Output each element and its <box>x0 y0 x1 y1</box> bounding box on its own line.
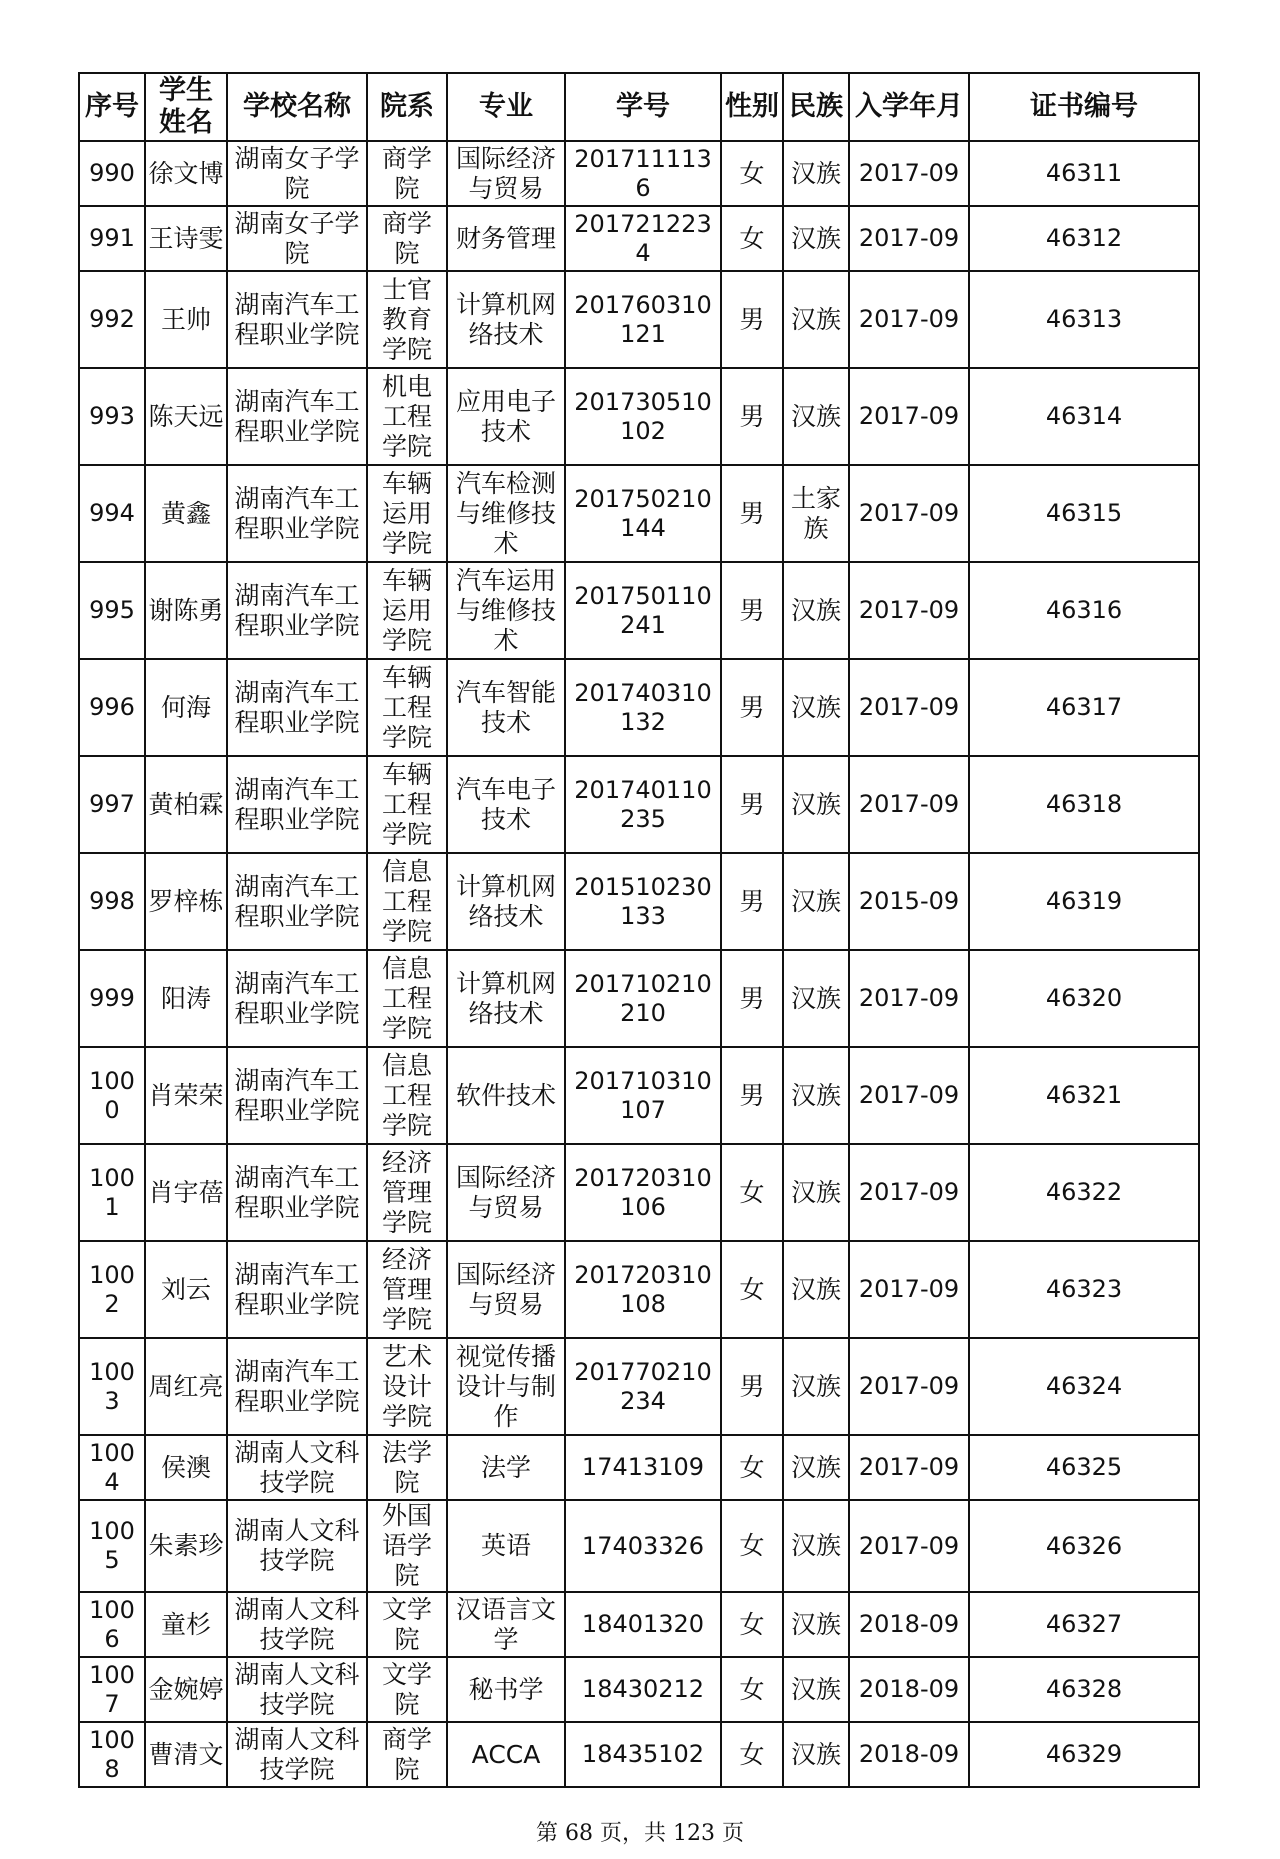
cell-enrollment: 2017-09 <box>849 368 969 465</box>
cell-enrollment: 2018-09 <box>849 1722 969 1787</box>
cell-major: ACCA <box>447 1722 565 1787</box>
header-department: 院系 <box>367 73 447 141</box>
cell-enrollment: 2017-09 <box>849 659 969 756</box>
cell-major: 秘书学 <box>447 1657 565 1722</box>
cell-school: 湖南汽车工程职业学院 <box>227 1047 367 1144</box>
cell-student-name: 刘云 <box>145 1241 227 1338</box>
cell-enrollment: 2017-09 <box>849 1241 969 1338</box>
table-row <box>79 659 1199 756</box>
cell-department: 车辆运用学院 <box>367 465 447 562</box>
cell-seq: 998 <box>79 853 145 950</box>
cell-seq: 994 <box>79 465 145 562</box>
cell-student-name: 黄柏霖 <box>145 756 227 853</box>
cell-student-name: 朱素珍 <box>145 1500 227 1592</box>
cell-student-name: 陈天远 <box>145 368 227 465</box>
cell-enrollment: 2017-09 <box>849 1047 969 1144</box>
table-row <box>79 206 1199 271</box>
cell-ethnicity: 汉族 <box>783 1722 849 1787</box>
cell-seq: 999 <box>79 950 145 1047</box>
header-seq: 序号 <box>79 73 145 141</box>
cell-certificate-no: 46322 <box>969 1144 1199 1241</box>
cell-certificate-no: 46321 <box>969 1047 1199 1144</box>
cell-school: 湖南人文科技学院 <box>227 1435 367 1500</box>
cell-enrollment: 2018-09 <box>849 1592 969 1657</box>
cell-student-name: 何海 <box>145 659 227 756</box>
cell-student-id: 201730510102 <box>565 368 721 465</box>
cell-enrollment: 2017-09 <box>849 950 969 1047</box>
cell-gender: 女 <box>721 206 783 271</box>
header-student-name: 学生姓名 <box>145 73 227 141</box>
cell-student-name: 肖宇蓓 <box>145 1144 227 1241</box>
header-school: 学校名称 <box>227 73 367 141</box>
cell-seq: 1002 <box>79 1241 145 1338</box>
cell-gender: 男 <box>721 1047 783 1144</box>
cell-department: 信息工程学院 <box>367 1047 447 1144</box>
cell-school: 湖南人文科技学院 <box>227 1500 367 1592</box>
certificate-table <box>78 72 1200 1788</box>
cell-department: 文学院 <box>367 1592 447 1657</box>
cell-major: 汽车智能技术 <box>447 659 565 756</box>
cell-gender: 女 <box>721 1657 783 1722</box>
cell-student-id: 201510230133 <box>565 853 721 950</box>
cell-major: 应用电子技术 <box>447 368 565 465</box>
cell-student-id: 201710210210 <box>565 950 721 1047</box>
cell-enrollment: 2017-09 <box>849 756 969 853</box>
cell-certificate-no: 46316 <box>969 562 1199 659</box>
cell-student-name: 罗梓栋 <box>145 853 227 950</box>
cell-seq: 1005 <box>79 1500 145 1592</box>
cell-student-name: 周红亮 <box>145 1338 227 1435</box>
cell-certificate-no: 46324 <box>969 1338 1199 1435</box>
table-row <box>79 1047 1199 1144</box>
cell-gender: 男 <box>721 465 783 562</box>
cell-ethnicity: 汉族 <box>783 853 849 950</box>
cell-ethnicity: 汉族 <box>783 271 849 368</box>
cell-enrollment: 2018-09 <box>849 1657 969 1722</box>
cell-department: 商学院 <box>367 1722 447 1787</box>
cell-certificate-no: 46311 <box>969 141 1199 206</box>
cell-ethnicity: 汉族 <box>783 1435 849 1500</box>
cell-enrollment: 2017-09 <box>849 271 969 368</box>
cell-gender: 男 <box>721 853 783 950</box>
cell-gender: 男 <box>721 562 783 659</box>
cell-student-name: 曹清文 <box>145 1722 227 1787</box>
cell-enrollment: 2017-09 <box>849 562 969 659</box>
cell-certificate-no: 46312 <box>969 206 1199 271</box>
table-row <box>79 271 1199 368</box>
table-row <box>79 141 1199 206</box>
cell-department: 车辆运用学院 <box>367 562 447 659</box>
cell-student-id: 201740310132 <box>565 659 721 756</box>
cell-school: 湖南汽车工程职业学院 <box>227 853 367 950</box>
table-row <box>79 950 1199 1047</box>
cell-certificate-no: 46315 <box>969 465 1199 562</box>
cell-certificate-no: 46323 <box>969 1241 1199 1338</box>
cell-student-name: 侯澳 <box>145 1435 227 1500</box>
cell-school: 湖南汽车工程职业学院 <box>227 1338 367 1435</box>
cell-school: 湖南汽车工程职业学院 <box>227 659 367 756</box>
cell-certificate-no: 46319 <box>969 853 1199 950</box>
cell-major: 汽车电子技术 <box>447 756 565 853</box>
cell-student-id: 18435102 <box>565 1722 721 1787</box>
cell-student-name: 谢陈勇 <box>145 562 227 659</box>
cell-student-id: 201750210144 <box>565 465 721 562</box>
cell-major: 汽车运用与维修技术 <box>447 562 565 659</box>
cell-major: 软件技术 <box>447 1047 565 1144</box>
cell-ethnicity: 汉族 <box>783 1338 849 1435</box>
cell-seq: 995 <box>79 562 145 659</box>
cell-student-name: 金婉婷 <box>145 1657 227 1722</box>
cell-ethnicity: 汉族 <box>783 1241 849 1338</box>
cell-certificate-no: 46326 <box>969 1500 1199 1592</box>
cell-ethnicity: 汉族 <box>783 1500 849 1592</box>
cell-student-name: 阳涛 <box>145 950 227 1047</box>
table-row <box>79 1722 1199 1787</box>
cell-gender: 男 <box>721 756 783 853</box>
cell-seq: 990 <box>79 141 145 206</box>
cell-enrollment: 2017-09 <box>849 1338 969 1435</box>
cell-department: 信息工程学院 <box>367 853 447 950</box>
cell-gender: 男 <box>721 950 783 1047</box>
cell-gender: 男 <box>721 368 783 465</box>
cell-student-name: 王诗雯 <box>145 206 227 271</box>
cell-department: 车辆工程学院 <box>367 659 447 756</box>
cell-student-id: 2017111136 <box>565 141 721 206</box>
table-row <box>79 465 1199 562</box>
cell-student-name: 肖荣荣 <box>145 1047 227 1144</box>
cell-department: 商学院 <box>367 141 447 206</box>
cell-certificate-no: 46313 <box>969 271 1199 368</box>
header-major: 专业 <box>447 73 565 141</box>
cell-certificate-no: 46320 <box>969 950 1199 1047</box>
cell-major: 计算机网络技术 <box>447 950 565 1047</box>
cell-student-id: 201710310107 <box>565 1047 721 1144</box>
cell-student-id: 17403326 <box>565 1500 721 1592</box>
cell-school: 湖南人文科技学院 <box>227 1657 367 1722</box>
cell-department: 艺术设计学院 <box>367 1338 447 1435</box>
cell-seq: 1004 <box>79 1435 145 1500</box>
cell-gender: 女 <box>721 1241 783 1338</box>
cell-student-id: 201720310106 <box>565 1144 721 1241</box>
cell-gender: 男 <box>721 659 783 756</box>
cell-ethnicity: 汉族 <box>783 1047 849 1144</box>
cell-enrollment: 2015-09 <box>849 853 969 950</box>
cell-certificate-no: 46325 <box>969 1435 1199 1500</box>
cell-ethnicity: 汉族 <box>783 950 849 1047</box>
cell-certificate-no: 46327 <box>969 1592 1199 1657</box>
cell-school: 湖南汽车工程职业学院 <box>227 1241 367 1338</box>
cell-certificate-no: 46317 <box>969 659 1199 756</box>
cell-enrollment: 2017-09 <box>849 206 969 271</box>
cell-certificate-no: 46329 <box>969 1722 1199 1787</box>
cell-student-id: 201770210234 <box>565 1338 721 1435</box>
table-row <box>79 853 1199 950</box>
cell-enrollment: 2017-09 <box>849 141 969 206</box>
table-row <box>79 368 1199 465</box>
header-ethnicity: 民族 <box>783 73 849 141</box>
cell-major: 财务管理 <box>447 206 565 271</box>
cell-major: 国际经济与贸易 <box>447 1241 565 1338</box>
cell-ethnicity: 汉族 <box>783 659 849 756</box>
cell-ethnicity: 汉族 <box>783 1592 849 1657</box>
cell-enrollment: 2017-09 <box>849 465 969 562</box>
cell-school: 湖南汽车工程职业学院 <box>227 950 367 1047</box>
cell-student-id: 17413109 <box>565 1435 721 1500</box>
cell-seq: 1008 <box>79 1722 145 1787</box>
table-row <box>79 1338 1199 1435</box>
cell-department: 外国语学院 <box>367 1500 447 1592</box>
cell-department: 车辆工程学院 <box>367 756 447 853</box>
cell-ethnicity: 汉族 <box>783 756 849 853</box>
cell-gender: 女 <box>721 1592 783 1657</box>
cell-certificate-no: 46318 <box>969 756 1199 853</box>
cell-school: 湖南汽车工程职业学院 <box>227 465 367 562</box>
cell-school: 湖南汽车工程职业学院 <box>227 368 367 465</box>
cell-gender: 女 <box>721 1722 783 1787</box>
cell-student-id: 201740110235 <box>565 756 721 853</box>
cell-major: 计算机网络技术 <box>447 271 565 368</box>
cell-seq: 1003 <box>79 1338 145 1435</box>
cell-gender: 男 <box>721 271 783 368</box>
cell-student-id: 2017212234 <box>565 206 721 271</box>
cell-student-name: 童杉 <box>145 1592 227 1657</box>
cell-seq: 992 <box>79 271 145 368</box>
cell-ethnicity: 汉族 <box>783 368 849 465</box>
header-gender: 性别 <box>721 73 783 141</box>
cell-student-name: 王帅 <box>145 271 227 368</box>
cell-school: 湖南女子学院 <box>227 141 367 206</box>
cell-seq: 1000 <box>79 1047 145 1144</box>
cell-department: 信息工程学院 <box>367 950 447 1047</box>
cell-student-id: 201760310121 <box>565 271 721 368</box>
cell-ethnicity: 汉族 <box>783 562 849 659</box>
cell-seq: 991 <box>79 206 145 271</box>
cell-major: 法学 <box>447 1435 565 1500</box>
cell-student-name: 黄鑫 <box>145 465 227 562</box>
cell-school: 湖南汽车工程职业学院 <box>227 562 367 659</box>
cell-major: 计算机网络技术 <box>447 853 565 950</box>
cell-seq: 1006 <box>79 1592 145 1657</box>
cell-certificate-no: 46314 <box>969 368 1199 465</box>
cell-school: 湖南汽车工程职业学院 <box>227 271 367 368</box>
cell-school: 湖南女子学院 <box>227 206 367 271</box>
cell-certificate-no: 46328 <box>969 1657 1199 1722</box>
cell-ethnicity: 汉族 <box>783 1657 849 1722</box>
cell-gender: 女 <box>721 141 783 206</box>
cell-ethnicity: 汉族 <box>783 206 849 271</box>
cell-gender: 女 <box>721 1500 783 1592</box>
cell-department: 商学院 <box>367 206 447 271</box>
cell-ethnicity: 汉族 <box>783 1144 849 1241</box>
cell-department: 经济管理学院 <box>367 1241 447 1338</box>
cell-major: 国际经济与贸易 <box>447 1144 565 1241</box>
table-row <box>79 1592 1199 1657</box>
cell-enrollment: 2017-09 <box>849 1435 969 1500</box>
cell-student-id: 18430212 <box>565 1657 721 1722</box>
table-row <box>79 1500 1199 1592</box>
cell-department: 经济管理学院 <box>367 1144 447 1241</box>
cell-seq: 1007 <box>79 1657 145 1722</box>
cell-major: 视觉传播设计与制作 <box>447 1338 565 1435</box>
page-footer: 第 68 页，共 123 页 <box>536 1821 744 1846</box>
table-row <box>79 1435 1199 1500</box>
cell-seq: 993 <box>79 368 145 465</box>
table-row <box>79 562 1199 659</box>
cell-school: 湖南汽车工程职业学院 <box>227 756 367 853</box>
header-row <box>79 73 1199 141</box>
cell-gender: 女 <box>721 1435 783 1500</box>
cell-student-id: 201750110241 <box>565 562 721 659</box>
cell-department: 士官教育学院 <box>367 271 447 368</box>
cell-school: 湖南汽车工程职业学院 <box>227 1144 367 1241</box>
table-row <box>79 1144 1199 1241</box>
table-row <box>79 1657 1199 1722</box>
table-row <box>79 756 1199 853</box>
cell-seq: 997 <box>79 756 145 853</box>
cell-department: 机电工程学院 <box>367 368 447 465</box>
header-certificate-no: 证书编号 <box>969 73 1199 141</box>
cell-gender: 女 <box>721 1144 783 1241</box>
cell-major: 汉语言文学 <box>447 1592 565 1657</box>
cell-department: 文学院 <box>367 1657 447 1722</box>
cell-gender: 男 <box>721 1338 783 1435</box>
cell-school: 湖南人文科技学院 <box>227 1722 367 1787</box>
cell-ethnicity: 汉族 <box>783 141 849 206</box>
table-row <box>79 1241 1199 1338</box>
cell-seq: 996 <box>79 659 145 756</box>
header-student-id: 学号 <box>565 73 721 141</box>
header-enrollment: 入学年月 <box>849 73 969 141</box>
cell-department: 法学院 <box>367 1435 447 1500</box>
cell-enrollment: 2017-09 <box>849 1500 969 1592</box>
cell-enrollment: 2017-09 <box>849 1144 969 1241</box>
cell-seq: 1001 <box>79 1144 145 1241</box>
cell-ethnicity: 土家族 <box>783 465 849 562</box>
cell-school: 湖南人文科技学院 <box>227 1592 367 1657</box>
cell-student-id: 201720310108 <box>565 1241 721 1338</box>
cell-student-id: 18401320 <box>565 1592 721 1657</box>
cell-major: 国际经济与贸易 <box>447 141 565 206</box>
cell-major: 汽车检测与维修技术 <box>447 465 565 562</box>
cell-student-name: 徐文博 <box>145 141 227 206</box>
cell-major: 英语 <box>447 1500 565 1592</box>
